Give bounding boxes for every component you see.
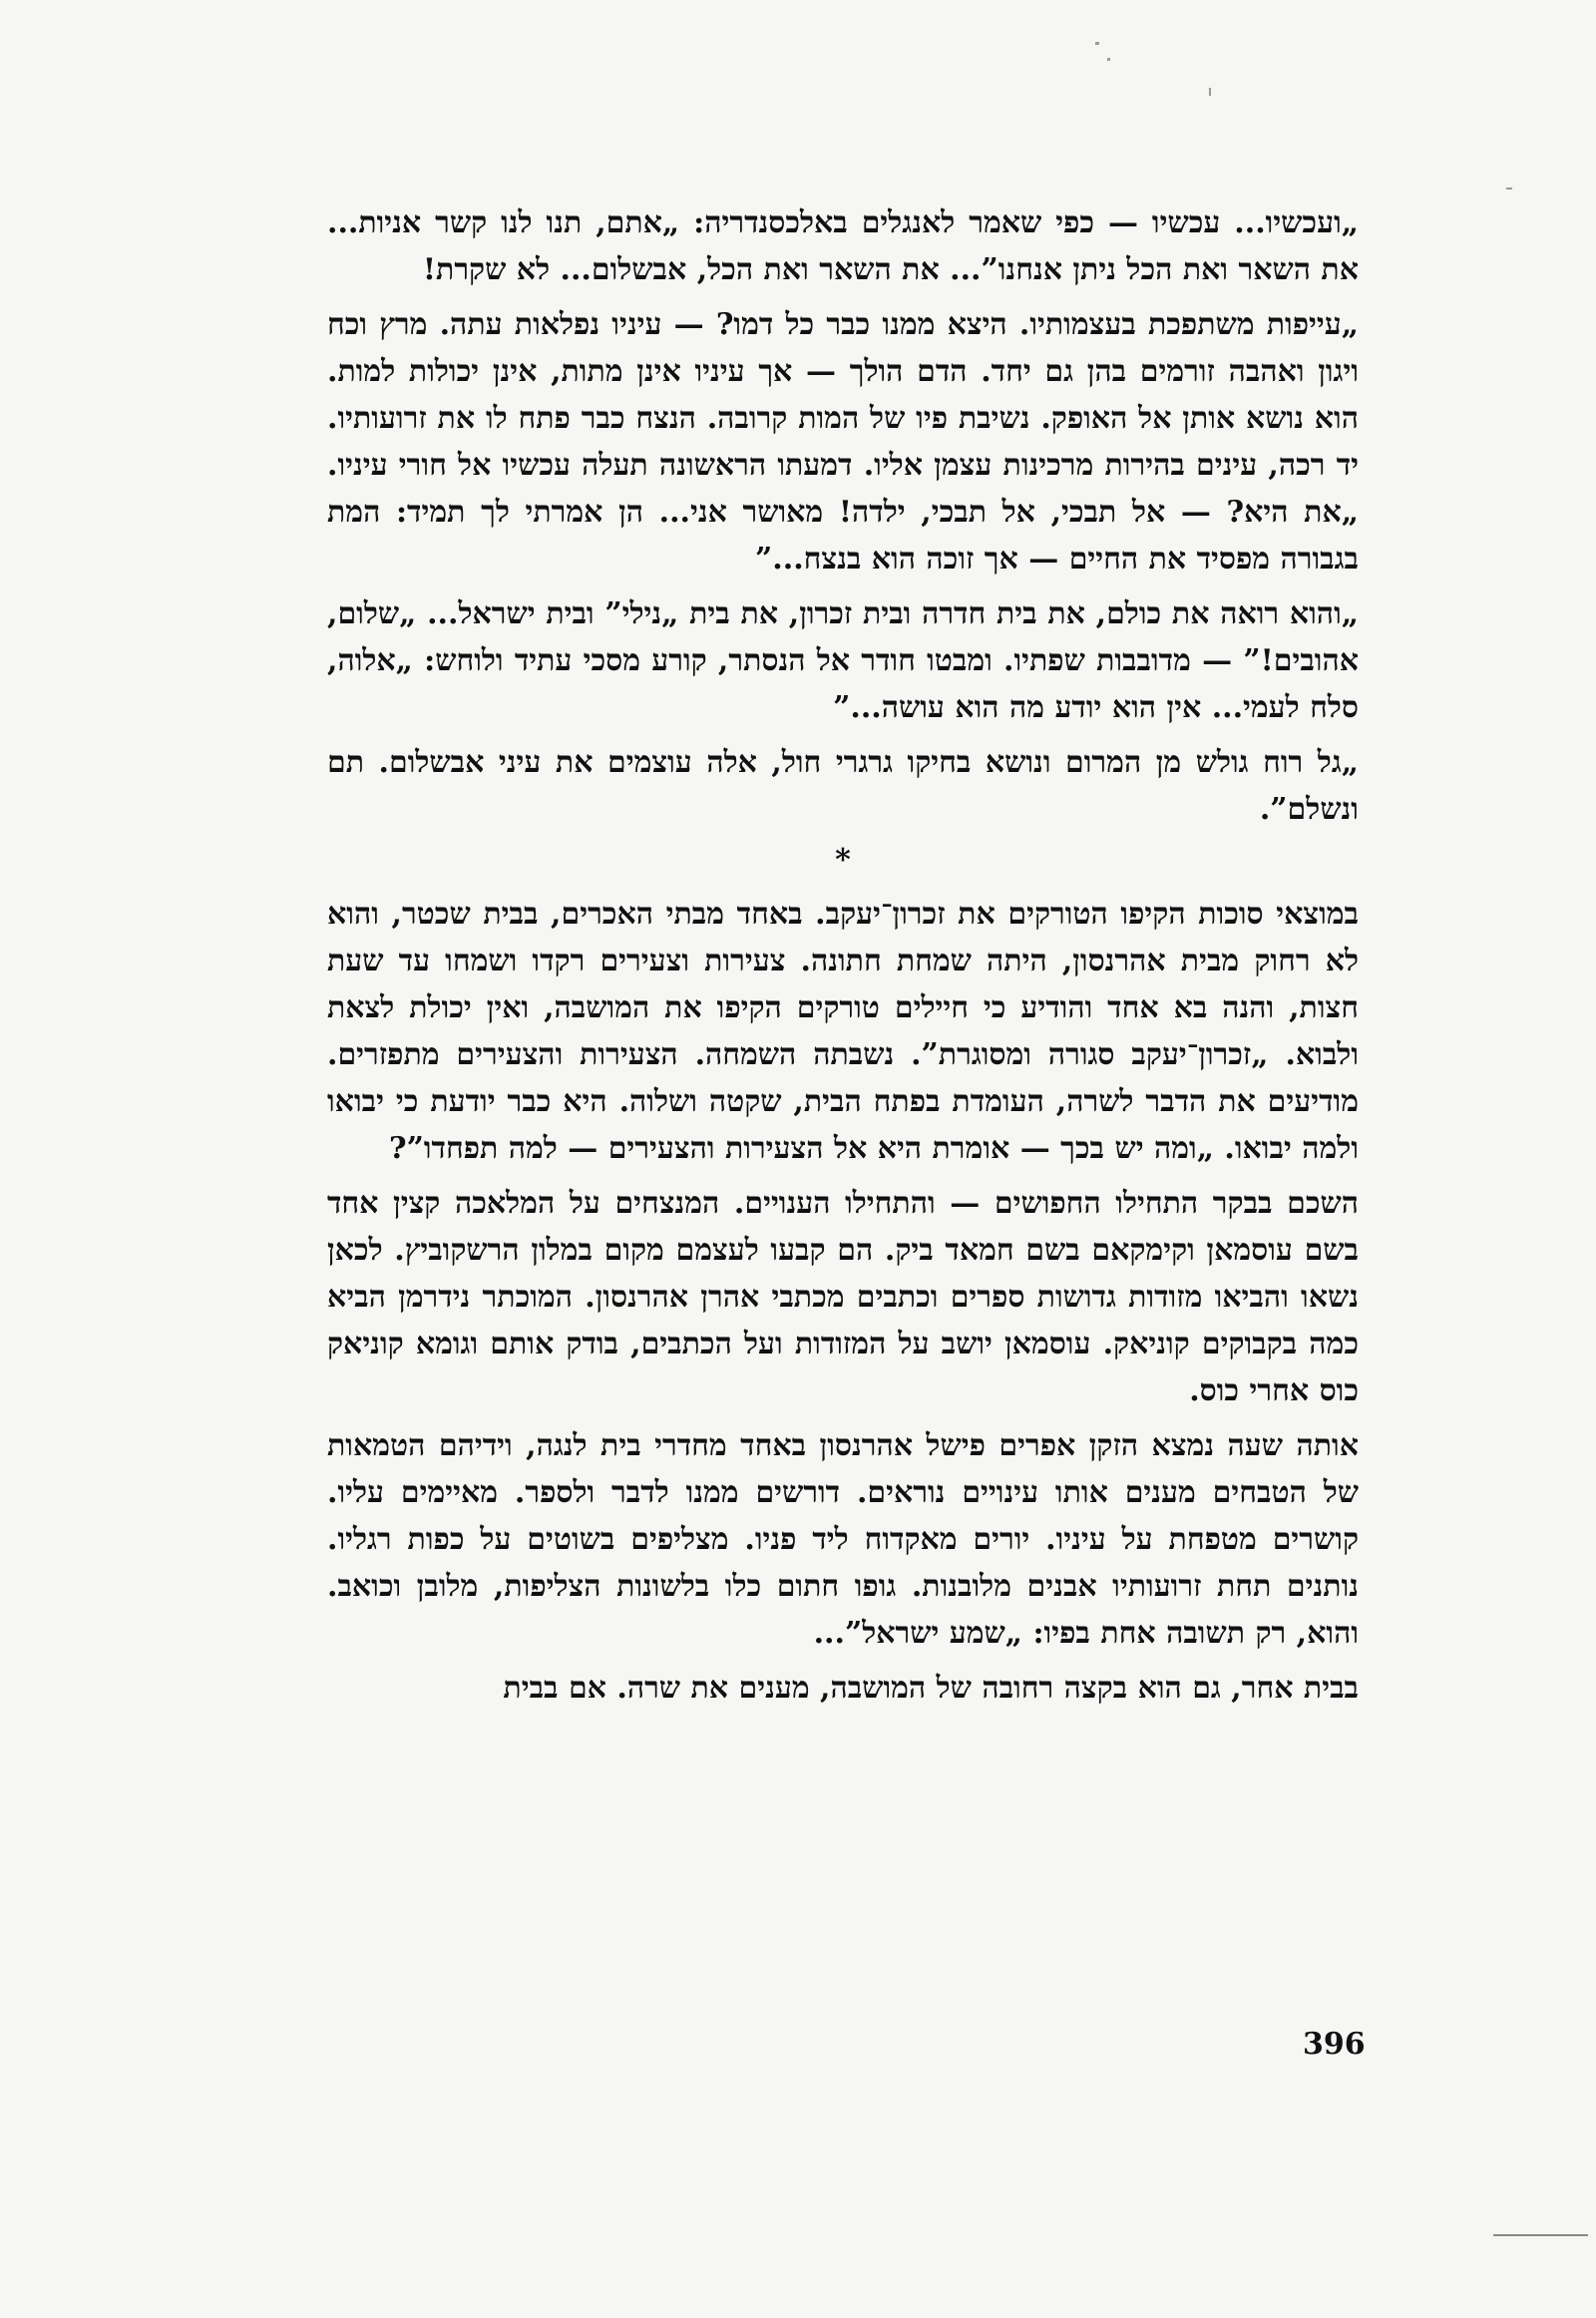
paragraph: בבית אחר, גם הוא בקצה רחובה של המושבה, מענים את שרה. אם בבית: [503, 1671, 1359, 1706]
page-number: 396: [1303, 2027, 1366, 2062]
paragraph: השכם בבקר התחילו החפושים — והתחילו הענויים. המנצחים על המלאכה קצין אחד בשם עוסמאן וקימקאם בשם חמאד ביק. הם קבעו לעצמם מקום במלון הרשקוביץ. לכאן נשאו והביאו מזודות גדושות ספרים וכתבים מכתבי אהרן אהרנסון. המוכתר נידרמן הביא כמה בקבוקים קוניאק. עוסמאן יושב על המזודות ועל הכתבים, בודק אותם וגומא קוניאק כוס אחרי כוס.: [327, 1186, 1359, 1408]
scan-speck: [1506, 188, 1512, 190]
scan-speck: [1107, 58, 1110, 61]
scan-speck: [1209, 88, 1211, 96]
scan-speck: [1095, 42, 1099, 45]
page-body: [327, 199, 1359, 1720]
paragraph: „והוא רואה את כולם, את בית חדרה ובית זכרון, את בית „נילי” ובית ישראל... „שלום, אהובים!” — מדובבות שפתיו. ומבטו חודר אל הנסתר, קורע מסכי עתיד ולוחש: „אלוה, סלח לעמי... אין הוא יודע מה הוא עושה...”: [327, 596, 1359, 725]
section-separator: *: [835, 843, 851, 878]
scan-rule-mark: [1493, 2234, 1588, 2236]
paragraph: „עייפות משתפכת בעצמותיו. היצא ממנו כבר כל דמו? — עיניו נפלאות עתה. מרץ וכח ויגון ואהבה זורמים בהן גם יחד. הדם הולך — אך עיניו אינן מתות, אינן יכולות למות. הוא נושא אותן אל האופק. נשיבת פיו של המות קרובה. הנצח כבר פתח לו את זרועותיו. יד רכה, עינים בהירות מרכינות עצמן אליו. דמעתו הראשונה תעלה עכשיו אל חורי עיניו. „את היא? — אל תבכי, אל תבכי, ילדה! מאושר אני... הן אמרתי לך תמיד: המת בגבורה מפסיד את החיים — אך זוכה הוא בנצח...”: [327, 307, 1359, 577]
paragraph: אותה שעה נמצא הזקן אפרים פישל אהרנסון באחד מחדרי בית לנגה, וידיהם הטמאות של הטבחים מענים אותו עינויים נוראים. דורשים ממנו לדבר ולספר. מאיימים עליו. קושרים מטפחת על עיניו. יורים מאקדוח ליד פניו. מצליפים בשוטים על כפות רגליו. נותנים תחת זרועותיו אבנים מלובנות. גופו חתום כלו בלשונות הצליפות, מלובן וכואב. והוא, רק תשובה אחת בפיו: „שמע ישראל”...: [327, 1428, 1359, 1651]
paragraph: „גל רוח גולש מן המרום ונושא בחיקו גרגרי חול, אלה עוצמים את עיני אבשלום. תם ונשלם”.: [327, 745, 1359, 827]
paragraph: במוצאי סוכות הקיפו הטורקים את זכרון־יעקב. באחד מבתי האכרים, בבית שכטר, והוא לא רחוק מבית אהרנסון, היתה שמחת חתונה. צעירות וצעירים רקדו ושמחו עד שעת חצות, והנה בא אחד והודיע כי חיילים טורקים הקיפו את המושבה, ואין יכולת לצאת ולבוא. „זכרון־יעקב סגורה ומסוגרת”. נשבתה השמחה. הצעירות והצעירים מתפזרים. מודיעים את הדבר לשרה, העומדת בפתח הבית, שקטה ושלוה. היא כבר יודעת כי יבואו ולמה יבואו. „ומה יש בכך — אומרת היא אל הצעירות והצעירים — למה תפחדו”?: [327, 897, 1359, 1166]
paragraph: „ועכשיו... עכשיו — כפי שאמר לאנגלים באלכסנדריה: „אתם, תנו לנו קשר אניות... את השאר ואת הכל ניתן אנחנו”... את השאר ואת הכל, אבשלום... לא שקרת!: [327, 205, 1359, 287]
